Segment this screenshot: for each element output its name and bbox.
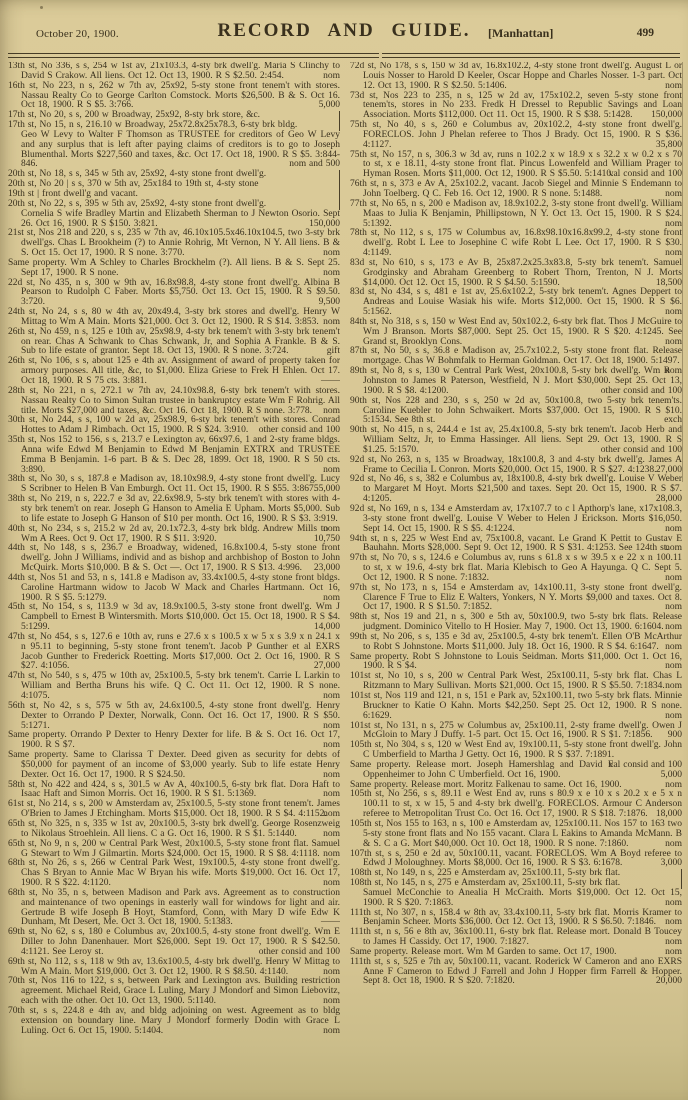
record-text: 38th st, No 30, s s, 187.8 e Madison av, 18.10x98.9, 4-sty stone front dwell'g. Lucy S Scribner to Helen B Van Emburgh. Oct 11. Oct 15, 1900. R S $55. 3:867.	[8, 474, 340, 495]
consideration-amount: nom	[665, 710, 682, 721]
record-text: 98th st, Nos 19 and 21, n s, 300 e 5th av, 50x100.9, two 5-sty brk flats. Release judgment. Dominico Vitello to H Hosier. May 7, 1900. Oct 13, 1900. 6:1604.	[350, 612, 682, 633]
consideration-amount: nom	[665, 336, 682, 347]
deed-record	[350, 259, 682, 289]
record-text: Same property. Release mort. Wm M Garden to same. Oct 17, 1900.	[350, 946, 617, 957]
deed-record	[8, 210, 340, 230]
record-text: 69th st, No 112, s s, 118 w 9th av, 13.6x100.5, 4-sty brk dwell'g. Henry W Mittag to Wm A Main. Mort $19,000. Oct 3. Oct 12, 1900. R S $8.50. 4:1140.	[8, 956, 340, 977]
consideration-amount: exch	[664, 415, 682, 426]
record-text: 78th st, No 112, s s, 175 w Columbus av, 16.8x98.10x16.8x99.2, 4-sty stone front dwell'g. Robt L Lee to Josephine C wife Robt L Lee. Oct 17, 1900. R S $30. 4:1149.	[350, 228, 682, 259]
consideration-amount: nom	[665, 937, 682, 948]
consideration-amount: gift	[326, 346, 340, 357]
deed-record	[8, 357, 340, 387]
deed-record	[8, 820, 340, 840]
conveyance-records-listing	[8, 62, 682, 1082]
consideration-amount: other consid and 100	[600, 385, 682, 396]
deed-record	[350, 367, 682, 397]
record-text: Same property. Orrando P Dexter to Henry Dexter for life. B & S. Oct 16. Oct 17, 1900. R S $7.	[8, 730, 340, 751]
issue-date: October 20, 1900.	[36, 28, 119, 40]
consideration-amount: nom	[665, 543, 682, 554]
deed-record	[350, 692, 682, 722]
deed-record	[350, 889, 682, 909]
record-text: Geo W Levy to Walter F Thomson as TRUSTEE for creditors of Geo W Levy and any surplus that is left after paying claims of creditors is to go to Joseph Blumenthal. Morts $227,560 and taxes, &c. Oct 17. Oct 18, 1900. R S $5. 3:844-846.	[21, 129, 340, 170]
record-text: 75th st, No 40, s s, 260 e Columbus av, 20x102.2, 4-sty stone front dwell'g. FORECLOS. John J Phelan referee to Thos J Brady. Oct 15, 1900. R S $36. 4:1127.	[350, 120, 682, 150]
record-text: 45th st, No 154, s s, 113.9 w 3d av, 18.9x100.5, 3-sty stone front dwell'g. Wm J Campbell to Ernest B Wintersmith. Morts $10,000. Oct 15. Oct 18, 1900. R S $4. 5:1299.	[8, 602, 340, 633]
deed-record	[8, 859, 340, 889]
record-text: 20th st, No 18, s s, 345 w 5th av, 25x92, 4-sty stone front dwell'g.	[8, 169, 267, 180]
record-text: 105th st, Nos 155 to 163, n s, 100 e Amsterdam av, 125x100.11. Nos 157 to 163 two 5-sty stone front flats and No 155 vacant. Clara L Eakins to Amanda McMann. B & S. C a G. Mort $40,000. Oct 10. Oct 18, 1900. R S none. 7:1860.	[350, 818, 682, 849]
deed-record	[350, 909, 682, 929]
record-text: 108th st, No 149, n s, 225 e Amsterdam av, 25x100.11, 5-sty brk flat.	[350, 868, 621, 879]
deed-record	[350, 722, 682, 742]
record-text: 111th st, No 307, n s, 158.4 w 8th av, 33.4x100.11, 5-sty brk flat. Morris Kramer to Benjamin Scheer. Morts $36,000. Oct 12. Oct 13, 1900. R S $6.50. 7:1846.	[350, 907, 682, 928]
deed-record	[8, 672, 340, 702]
consideration-amount: nom	[665, 661, 682, 672]
deed-record	[8, 544, 340, 574]
page-header	[0, 20, 688, 50]
deed-record	[350, 653, 682, 673]
deed-record	[8, 800, 340, 820]
record-text: 70th st, s s, 224.8 e 4th av, and bldg adjoining on west. Agreement as to bldg extension on boundary line. Mary J Mondorf formerly Dodin with Grace L Luling. Oct 6. Oct 15, 1900. 5:1404.	[8, 1006, 340, 1036]
deed-record	[8, 977, 340, 1007]
deed-record	[8, 436, 340, 475]
consideration-amount: nom	[665, 307, 682, 318]
record-text: 90th st, No 415, n s, 244.4 e 1st av, 25.4x100.8, 5-sty brk tenem't. Jacob Herb and William Seltz, Jr, to Emma Hassinger. All liens. Sept 29. Oct 13, 1900. R S $1.25. 5:1570.	[350, 425, 682, 455]
record-text: Same property. Wm A Schley to Charles Brockhelm (?). All liens. B & S. Sept 25. Sept 17, 1900. R S none.	[8, 257, 340, 278]
consideration-amount: 27,000	[655, 464, 682, 475]
consideration-amount: nom	[323, 809, 340, 820]
consideration-amount: val consid and 100	[608, 169, 682, 180]
consideration-amount: nom	[665, 80, 682, 91]
deed-record	[8, 82, 340, 112]
deed-record	[8, 475, 340, 495]
consideration-amount: 150,000	[651, 110, 682, 121]
record-text: 99th st, No 206, s s, 135 e 3d av, 25x100.5, 4-sty brk tenem't. Ellen O'B McArthur to Robt S Johnstone. Morts $11,000. July 18. Oct 16, 1900. R S $4. 6:1647.	[350, 631, 682, 652]
record-text: 101st st, No 10, s s, 200 w Central Park West, 25x100.11, 5-sty brk flat. Chas L Ritzmann to Mary Sullivan. Morts $21,000. Oct 15, 1900. R S $5.50. 7:1834.	[350, 671, 682, 692]
deed-record	[350, 426, 682, 456]
record-text: 17th st, No 20, s s, 200 w Broadway, 25x92, 8-sty brk store, &c.	[8, 110, 261, 121]
deed-record	[8, 702, 340, 732]
consideration-amount: nom	[665, 897, 682, 908]
record-text: 97th st, No 70, s s, 124.6 e Columbus av, runs s 61.8 x s w 39.5 x e 22 x n 100.11 to st, x w 19.6, 4-sty brk flat. Maria Klebisch to Geo A Hayunga. Q C. Sept 5. Oct 12, 1900. R S none. 7:1832.	[350, 553, 682, 583]
record-text: 70th st, Nos 116 to 122, s s, between Park and Lexington avs. Building restriction agreement. Michael Reid, Grace L Luling, Mary J Mondorf and Simon Liebovitz, each with the other. Oct 10. Oct 13, 1900. 5:1140.	[8, 976, 340, 1007]
consideration-amount: nom	[323, 691, 340, 701]
consideration-amount: nom	[323, 1025, 340, 1036]
deed-record	[350, 535, 682, 555]
consideration-amount: other consid and 100	[258, 946, 340, 957]
consideration-amount: nom	[323, 592, 340, 603]
consideration-amount: 900	[667, 730, 682, 741]
consideration-amount: nom	[665, 946, 682, 957]
right-column	[350, 62, 682, 1082]
deed-record	[350, 151, 682, 181]
record-text: 69th st, No 62, s s, 180 e Columbus av, 20x100.5, 4-sty stone front dwell'g. Wm E Diller to John Danenhauer. Mort $26,000. Sept 19. Oct 17, 1900. R S $42.50. 4:1121. See Leroy st.	[8, 927, 340, 957]
consideration-amount: nom	[323, 720, 340, 731]
deed-record	[8, 840, 340, 860]
deed-record	[350, 613, 682, 633]
deed-record	[8, 259, 340, 279]
record-text: 92d st, No 169, n s, 134 e Amsterdam av, 17x107.7 to c l Apthorp's lane, x17x108.3, 3-sty stone front dwell'g. Louise V Weber to Helen J Erickson. Morts $16,050. Sept 14. Oct 15, 1900. R S $5. 4:1224.	[350, 503, 682, 534]
consideration-amount: nom	[323, 405, 340, 416]
deed-record	[350, 121, 682, 151]
consideration-amount: nom	[665, 248, 682, 259]
header-double-rule	[8, 53, 680, 58]
record-text: 40th st, No 234, s s, 215.2 w 2d av, 20.1x72.3, 4-sty brk bldg. Andrew Mills to Wm A Rees. Oct 9. Oct 17, 1900. R S $11. 3:920.	[8, 523, 329, 544]
record-text: 47th st, No 540, s s, 475 w 10th av, 25x100.5, 5-sty brk tenem't. Carrie L Larkin to William and Bertha Bruns his wife. Q C. Oct 11. Oct 12, 1900. R S none. 4:1075.	[8, 671, 340, 701]
deed-record	[8, 308, 340, 328]
record-text: 13th st, No 336, s s, 254 w 1st av, 21x103.3, 4-sty brk dwell'g. Maria S Clinchy to David S Crakow. All liens. Oct 12. Oct 13, 1900. R S $2.50. 2:454.	[8, 62, 340, 81]
record-text: 30th st, No 244, s s, 100 w 2d av, 25x98.9, 6-sty brk tenem't with stores. Conrad Hottes to Adam J Rimbach. Oct 15, 1900. R S $24. 3:910.	[8, 415, 340, 436]
record-text: 68th st, No 35, n s, between Madison and Park avs. Agreement as to construction and maintenance of two openings in easterly wall for windows for light and air. Gertrude B wife Joseph B Hoyt, Stamford, Conn, with Mary D wife Edw K Dunham, Mt Desert, Me. Oct 3. Oct 18, 1900. 5:1383.	[8, 887, 340, 928]
consideration-amount: nom	[665, 602, 682, 613]
deed-record	[8, 416, 340, 436]
consideration-amount: 18,500	[655, 277, 682, 288]
deed-record	[350, 928, 682, 948]
record-text: Same property. Same to Clarissa T Dexter. Deed given as security for debts of $50,000 for payment of an income of $3,000 yearly. Sub to life estate Henry Dexter. Oct 16. Oct 17, 1900. R S $24.50.	[8, 750, 340, 780]
consideration-amount: 14,000	[313, 622, 340, 633]
record-text: 44th st, No 148, s s, 236.7 e Broadway, widened, 16.8x100.4, 5-sty stone front dwell'g. John J Williams, individ and as bishop and archbishop of Boston to John McQuirk. Morts $10,000. B & S. Oct —. Oct 17, 1900. R S $13. 4:996.	[8, 543, 340, 574]
deed-record	[350, 820, 682, 850]
record-text: 73d st, Nos 223 to 235, n s, 125 w 2d av, 175x102.2, seven 5-sty stone front tenem'ts, stores in No 233. Fredk H Dressel to Republic Savings and Loan Association. Morts $112,000. Oct 11. Oct 15, 1900. R S $38. 5:1428.	[350, 90, 682, 121]
record-text: 75th st, No 157, n s, 306.3 w 3d av, runs n 102.2 x w 18.9 x s 32.2 x w 0.2 x s 70 to st, x e 18.11, 4-sty stone front flat. Pincus Lowenfeld and William Prager to Hyman Rosen. Morts $11,000. Oct 12, 1900. R S $5.50. 5:1410.	[350, 149, 682, 180]
record-text: 94th st, n s, 225 w West End av, 75x100.8, vacant. Le Grand K Pettit to Gustav E Bauhahn. Morts $28,000. Sept 9. Oct 12, 1900. R S $31. 4:1253. See 124th st.	[350, 533, 682, 554]
consideration-amount: other consid and 100	[258, 425, 340, 436]
deed-record	[350, 633, 682, 653]
consideration-amount: 9,500	[318, 297, 340, 308]
section-label: [Manhattan]	[488, 26, 554, 40]
consideration-amount: ——	[321, 917, 340, 928]
record-text: 101st st, Nos 119 and 121, n s, 151 e Park av, 52x100.11, two 5-sty brk flats. Minnie Bruckner to Katie O Kahn. Morts $42,250. Sept 25. Oct 12, 1900. R S none. 6:1629.	[350, 691, 682, 721]
deed-record	[8, 328, 340, 358]
consideration-amount: nom	[665, 523, 682, 534]
deed-record	[350, 456, 682, 476]
consideration-amount: 23,000	[313, 563, 340, 574]
consideration-amount: ——	[321, 376, 340, 386]
consideration-amount: nom	[665, 622, 682, 633]
record-text: 44th st, Nos 51 and 53, n s, 141.8 e Madison av, 33.4x100.5, 4-sty stone front bldgs. Caroline Hartmann widow to Jacob W Mack and Charles Hartmann. Oct 16, 1900. R S $5. 5:1279.	[8, 572, 340, 603]
record-text: Same property. Robt S Johnstone to Louis Seidman. Morts $11,000. Oct 1. Oct 16, 1900. R S $4.	[350, 651, 682, 672]
deed-record	[350, 346, 682, 377]
deed-record	[8, 279, 340, 309]
deed-record	[8, 781, 340, 801]
record-text: 38th st, No 219, n s, 222.7 e 3d av, 22.6x98.9, 5-sty brk tenem't with stores with 4-sty brk tenem't on rear. Joseph G Hanson to Amelia E Upham. Morts $5,000. Sub to life estate to Joseph G Hanson of $10 per month. Oct 16, 1900. R S $3. 3:919.	[8, 494, 340, 524]
consideration-amount: nom	[665, 366, 682, 377]
consideration-amount: 5,000	[318, 100, 340, 111]
consideration-amount: 35,800	[655, 139, 682, 150]
deed-record	[350, 584, 682, 614]
consideration-amount: 27,000	[313, 661, 340, 672]
consideration-amount: nom	[665, 188, 682, 199]
scan-edge-artifact	[682, 62, 683, 482]
record-text: Same property. Release mort. Joseph Hamershlag and David E Oppenheimer to John C Umberfield. Oct 16, 1900.	[350, 759, 614, 780]
deed-record	[8, 751, 340, 781]
record-text: 61st st, No 214, s s, 200 w Amsterdam av, 25x100.5, 5-sty stone front tenem't. James O'Brien to James J Etchingham. Morts $15,000. Oct 18, 1900. R S $4. 4:1152.	[8, 799, 340, 820]
deed-record	[8, 603, 340, 633]
consideration-amount: val consid and 100	[608, 759, 682, 770]
consideration-amount: 20,000	[655, 976, 682, 987]
deed-record	[350, 790, 682, 820]
deed-record	[8, 387, 340, 417]
deed-record	[350, 288, 682, 318]
record-text: Samuel McConchie to Anealia H McCraith. Morts $19,000. Oct 12. Oct 15, 1900. R S $20. 7:1863.	[363, 887, 682, 908]
record-text: 83d st, No 434, s s, 481 e 1st av, 25.6x102.2, 5-sty brk tenem't. Agnes Deppert to Andreas and Louise Wasiak his wife. Morts $12,000. Oct 15, 1900. R S $6. 5:1562.	[350, 287, 682, 318]
deed-record	[350, 180, 682, 200]
deed-record	[350, 200, 682, 230]
deed-record	[350, 62, 682, 92]
record-text: 58th st, No 422 and 424, s s, 301.5 w Av A, 40x100.5, 6-sty brk flat. Dora Haft to Isaac Haft and Simon Morris. Oct 16, 1900. R S $1. 5:1369.	[8, 779, 340, 800]
record-text: 77th st, No 65, n s, 200 e Madison av, 18.9x102.2, 3-sty stone front dwell'g. William Maas to Julia K Benjamin, Phillipstown, N Y. Oct 13. Oct 15, 1900. R S $24. 5:1392.	[350, 198, 682, 229]
deed-record	[8, 574, 340, 604]
record-text: 56th st, No 42, s s, 575 w 5th av, 24.6x100.5, 4-sty stone front dwell'g. Henry Dexter to Orrando P Dexter, Norwalk, Conn. Oct 16. Oct 17, 1900. R S $50. 5:1271.	[8, 700, 340, 731]
consideration-amount: other consid and 100	[600, 444, 682, 455]
consideration-amount: 150,000	[309, 218, 340, 229]
consideration-amount: nom	[665, 779, 682, 790]
consideration-amount: nom	[323, 966, 340, 977]
record-text: 76th st, n s, 373 e Av A, 25x102.2, vacant. Jacob Siegel and Minnie S Endemann to John Toelberg. Q C. Feb 16. Oct 12, 1900. R S none. 5:1488.	[350, 179, 682, 199]
record-text: 21st st, Nos 218 and 220, s s, 235 w 7th av, 46.10x105.5x46.10x104.5, two 3-sty brk dwell'gs. Chas L Brookheim (?) to Annie Rohrig, Mt Vernon, N Y. All liens. B & S. Oct 15. Oct 17, 1900. R S none. 3:770.	[8, 228, 340, 259]
record-text: 19th st | front dwell'g and vacant.	[8, 188, 138, 199]
record-text: 105th st, No 256, s s, 89.11 e West End av, runs s 80.9 x e 10 x s 20.2 x e 5 x n 100.11 to st, x w 15, 5 and 4-sty brk dwell'g. FORECLOS. Armour C Anderson referee to Metropolitan Trust Co. Oct 16. Oct 17, 1900. R S $18. 7:1876.	[350, 789, 682, 820]
consideration-amount: nom	[323, 878, 340, 889]
record-text: 92d st, No 263, n s, 135 w Broadway, 18x100.8, 3 and 4-sty brk dwell'g. James A Frame to Cecilia L Conron. Morts $20,000. Oct 15, 1900. R S $27. 4:1238.	[350, 454, 682, 475]
record-text: 35th st, Nos 152 to 156, s s, 213.7 e Lexington av, 66x97.6, 1 and 2-sty frame bldgs. Anna wife Edwd M Benjamin to Edwd M Benjamin EXTRX and TRUSTEE Emma B Benjamin. 1-6 part. B & S. Dec 28, 1899. Oct 18, 1900. R S 50 cts. 3:890.	[8, 435, 340, 475]
record-text: 28th st, No 221, n s, 272.1 w 7th av, 24.10x98.8, 6-sty brk tenem't with stores. Nassau Realty Co to Simon Sultan trustee in bankruptcy estate Wm F Rohrig. All title. Morts $27,000 and taxes, &c. Oct 16. Oct 18, 1900. R S none. 3:778.	[8, 385, 340, 416]
consideration-amount: nom	[665, 218, 682, 229]
consideration-amount: nom	[323, 996, 340, 1007]
consideration-amount: nom	[323, 523, 340, 534]
deed-record	[8, 731, 340, 751]
deed-record	[350, 554, 682, 584]
consideration-amount: nom	[323, 848, 340, 859]
record-text: 47th st, No 454, s s, 127.6 e 10th av, runs e 27.6 x s 100.5 x w 5 x s 3.9 x n 24.1 x n 95.11 to beginning, 5-sty stone front tenem't. Jacob P Gunther et al EXRS Jacob Gunther to Frederick Roetting. Morts $17,000. Oct 2. Oct 16, 1900. R S $27. 4:1056.	[8, 631, 340, 672]
record-text: 20th st, No 22, s s, 395 w 5th av, 25x92, 4-sty stone front dwell'g.	[8, 198, 267, 209]
deed-record	[350, 318, 682, 348]
deed-record	[350, 229, 682, 259]
consideration-amount: nom	[665, 641, 682, 652]
consideration-amount: nom	[323, 789, 340, 800]
record-text: 16th st, No 223, n s, 262 w 7th av, 25x92, 5-sty stone front tenem't with stores. Nassau Realty Co to George Carlton Comstock. Morts $26,500. B & S. Oct 16. Oct 18, 1900. R S $5. 3:766.	[8, 80, 340, 111]
consideration-amount: nom	[323, 316, 340, 327]
publication-title: RECORD AND GUIDE.	[217, 20, 471, 41]
consideration-amount: nom and 500	[289, 159, 340, 170]
record-text: 68th st, No 26, s s, 266 w Central Park West, 19x100.5, 4-sty stone front dwell'g. Chas S Bryan to Annie Mac W Bryan his wife. Morts $19,000. Oct 16. Oct 17, 1900. R S $22. 4:1120.	[8, 858, 340, 889]
record-text: 97th st, No 173, n s, 154 e Amsterdam av, 14x100.11, 3-sty stone front dwell'g. Clarence F True to Eliz E Walters, Yonkers, N Y. Morts $9,000 and taxes. Oct 8. Oct 17, 1900. R S $1.50. 7:1852.	[350, 582, 682, 613]
record-text: 87th st, No 50, s s, 36.8 e Madison av, 25.7x102.2, 5-sty stone front flat. Release mortgage. Chas W Bohmfalk to Herman Goldman. Oct 17. Oct 18, 1900. 5:1497.	[350, 346, 682, 367]
consideration-amount: 10,750	[313, 533, 340, 544]
record-text: 90th st, Nos 228 and 230, s s, 250 w 2d av, 50x100.8, two 5-sty brk tenem'ts. Caroline Kuebler to John Schwaikert. Morts $37,000. Oct 15, 1900. R S $10. 5:1534. See 8th st.	[350, 395, 682, 426]
deed-record	[8, 131, 340, 170]
consideration-amount: 28,000	[655, 494, 682, 505]
record-text: 20th st, No 20 | s s, 370 w 5th av, 25x184 to 19th st, 4-sty stone	[8, 179, 259, 190]
consideration-amount: nom	[323, 769, 340, 780]
record-text: Cornelia S wife Bradley Martin and Elizabeth Sherman to J Newton Osorio. Sept 26. Oct 16, 1900. R S $150. 3:821.	[21, 208, 340, 229]
record-text: 65th st, No 9, n s, 200 w Central Park West, 20x100.5, 5-sty stone front flat. Samuel G Stewart to Wm J Gilmartin. Morts $24,000. Oct 15, 1900. R S $8. 4:1118.	[8, 838, 340, 859]
deed-record	[350, 92, 682, 122]
deed-record	[8, 525, 340, 545]
left-column	[8, 62, 340, 1082]
deed-record	[350, 397, 682, 427]
consideration-amount: 18,000	[655, 809, 682, 820]
deed-record	[350, 505, 682, 535]
consideration-amount: nom	[323, 740, 340, 751]
consideration-amount: nom	[665, 681, 682, 692]
deed-record	[8, 229, 340, 259]
consideration-amount: nom	[665, 917, 682, 928]
record-text: 65th st, No 325, n s, 335 w 1st av, 20x100.5, 3-sty brk dwell'g. George Rosenzweig to Nikolaus Stroehlein. All liens. C a G. Oct 16, 1900. R S $1. 5:1440.	[8, 818, 340, 839]
deed-record	[8, 62, 340, 82]
consideration-amount: nom	[323, 828, 340, 839]
record-text: 22d st, No 435, n s, 300 w 9th av, 16.8x98.8, 4-sty stone front dwell'g. Albina B Pearson to Rudolph C Faber. Morts $5,750. Oct 13. Oct 15, 1900. R S $9.50. 3:720.	[8, 277, 340, 308]
record-text: 92d st, No 46, s s, 382 e Columbus av, 18x100.8, 4-sty brk dwell'g. Louise V Weber to Margaret M Hoyt. Morts $21,500 and taxes. Sept 20. Oct 15, 1900. R S $7. 4:1205.	[350, 474, 682, 505]
record-text: 107th st, s s, 250 e 2d av, 50x100.11, vacant. FORECLOS. Wm A Boyd referee to Edwd J Moloughney. Morts $8,000. Oct 16, 1900. R S $3. 6:1678.	[350, 848, 682, 869]
deed-record	[8, 889, 340, 928]
deed-record	[350, 958, 682, 988]
record-text: 24th st, No 24, s s, 80 w 4th av, 20x49.4, 3-sty brk stores and dwell'g. Henry W Mittag to Wm A Main. Morts $21,000. Oct 3. Oct 12, 1900. R S $14. 3:853.	[8, 307, 340, 327]
scan-speck	[40, 6, 43, 9]
consideration-amount: nom	[323, 70, 340, 81]
record-text: 89th st, No 8, s s, 130 w Central Park West, 20x100.8, 5-sty brk dwell'g. Wm R Johnston to James R Paterson, Westfield, N J. Mort $30,000. Sept 25. Oct 13, 1900. R S $8. 4:1200.	[350, 366, 682, 396]
record-text: 26th st, No 106, s s, about 125 e 4th av. Assignment of award of property taken for armory purposes. All title, &c, to $1,000. Eliza Griese to Frek H Ehlen. Oct 17. Oct 18, 1900. R S 75 cts. 3:881.	[8, 356, 340, 386]
record-text: 108th st, No 145, n s, 275 e Amsterdam av, 25x100.11, 5-sty brk flat.	[350, 878, 621, 889]
record-text: 101st st, No 131, n s, 275 w Columbus av, 25x100.11, 2-sty frame dwell'g. Owen J McGloin to Mary J Duffy. 1-5 part. Oct 15. Oct 16, 1900. R S $1. 7:1856.	[350, 720, 682, 741]
deed-record	[8, 958, 340, 978]
deed-record	[350, 850, 682, 870]
consideration-amount: 5,000	[660, 769, 682, 780]
record-text: 17th st, No 15, n s, 216.10 w Broadway, 25x72.8x25x78.3, 6-sty brk bldg.	[8, 120, 298, 131]
record-text: 26th st, No 459, n s, 125 e 10th av, 25x98.9, 4-sty brk tenem't with 3-sty brk tenem't on rear. Chas A Schwank to Chas Schwank, Jr, and Sophia A Frankle. B & S. Sub to life estate of grantor. Sept 18. Oct 13, 1900. R S none. 3:724.	[8, 326, 340, 357]
consideration-amount: 3,000	[660, 858, 682, 869]
record-text: 105th st, No 304, s s, 120 w West End av, 19x100.11, 5-sty stone front dwell'g. John C Umberfield to Martha J Getty. Oct 16, 1900. R S $37. 7:1891.	[350, 740, 682, 761]
consideration-amount: nom	[665, 838, 682, 849]
record-text: 72d st, No 178, s s, 150 w 3d av, 16.8x102.2, 4-sty stone front dwell'g. August L or Louis Nosser to Harold D Keeler, Oscar Hoppe and Charles Nosser. 1-3 part. Oct 12. Oct 13, 1900. R S $2.50. 5:1406.	[350, 62, 682, 91]
page-number: 499	[636, 27, 654, 39]
deed-record	[8, 1007, 340, 1037]
record-text: 83d st, No 610, s s, 173 e Av B, 25x87.2x25.3x83.8, 5-sty brk tenem't. Samuel Grodginsky and Abraham Greenberg to Robert Thorn, Trenton, N J. Morts $14,000. Oct 12. Oct 15, 1900. R S $4.50. 5:1590.	[350, 257, 682, 288]
record-text: 111th st, n s, 56 e 8th av, 36x100.11, 6-sty brk flat. Release mort. Donald B Toucey to James H Cassidy. Oct 17, 1900. 7:1827.	[350, 927, 682, 948]
consideration-amount: 55,000	[313, 484, 340, 495]
record-text: 84th st, No 318, s s, 150 w West End av, 50x102.2, 6-sty brk flat. Thos J McGuire to Wm J Branson. Morts $87,000. Sept 25. Oct 15, 1900. R S $20. 4:1245. See Grand st, Brooklyn Cons.	[350, 316, 682, 347]
record-text: Same property. Release mort. Moritz Falkenau to same. Oct 16, 1900.	[350, 779, 622, 790]
deed-record	[8, 633, 340, 672]
consideration-amount: nom	[323, 248, 340, 259]
consideration-amount: nom	[323, 267, 340, 278]
consideration-amount: nom	[323, 464, 340, 475]
record-text: 111th st, s s, 525 e 7th av, 50x100.11, vacant. Roderick W Cameron and ano EXRS Anne F Cameron to Edwd J Farrell and John J Hopper firm Farrell & Hopper. Sept 8. Oct 18, 1900. R S $20. 7:1820.	[350, 956, 682, 987]
deed-record	[350, 672, 682, 692]
consideration-amount: nom	[665, 572, 682, 583]
deed-record	[350, 475, 682, 505]
deed-record	[8, 928, 340, 958]
